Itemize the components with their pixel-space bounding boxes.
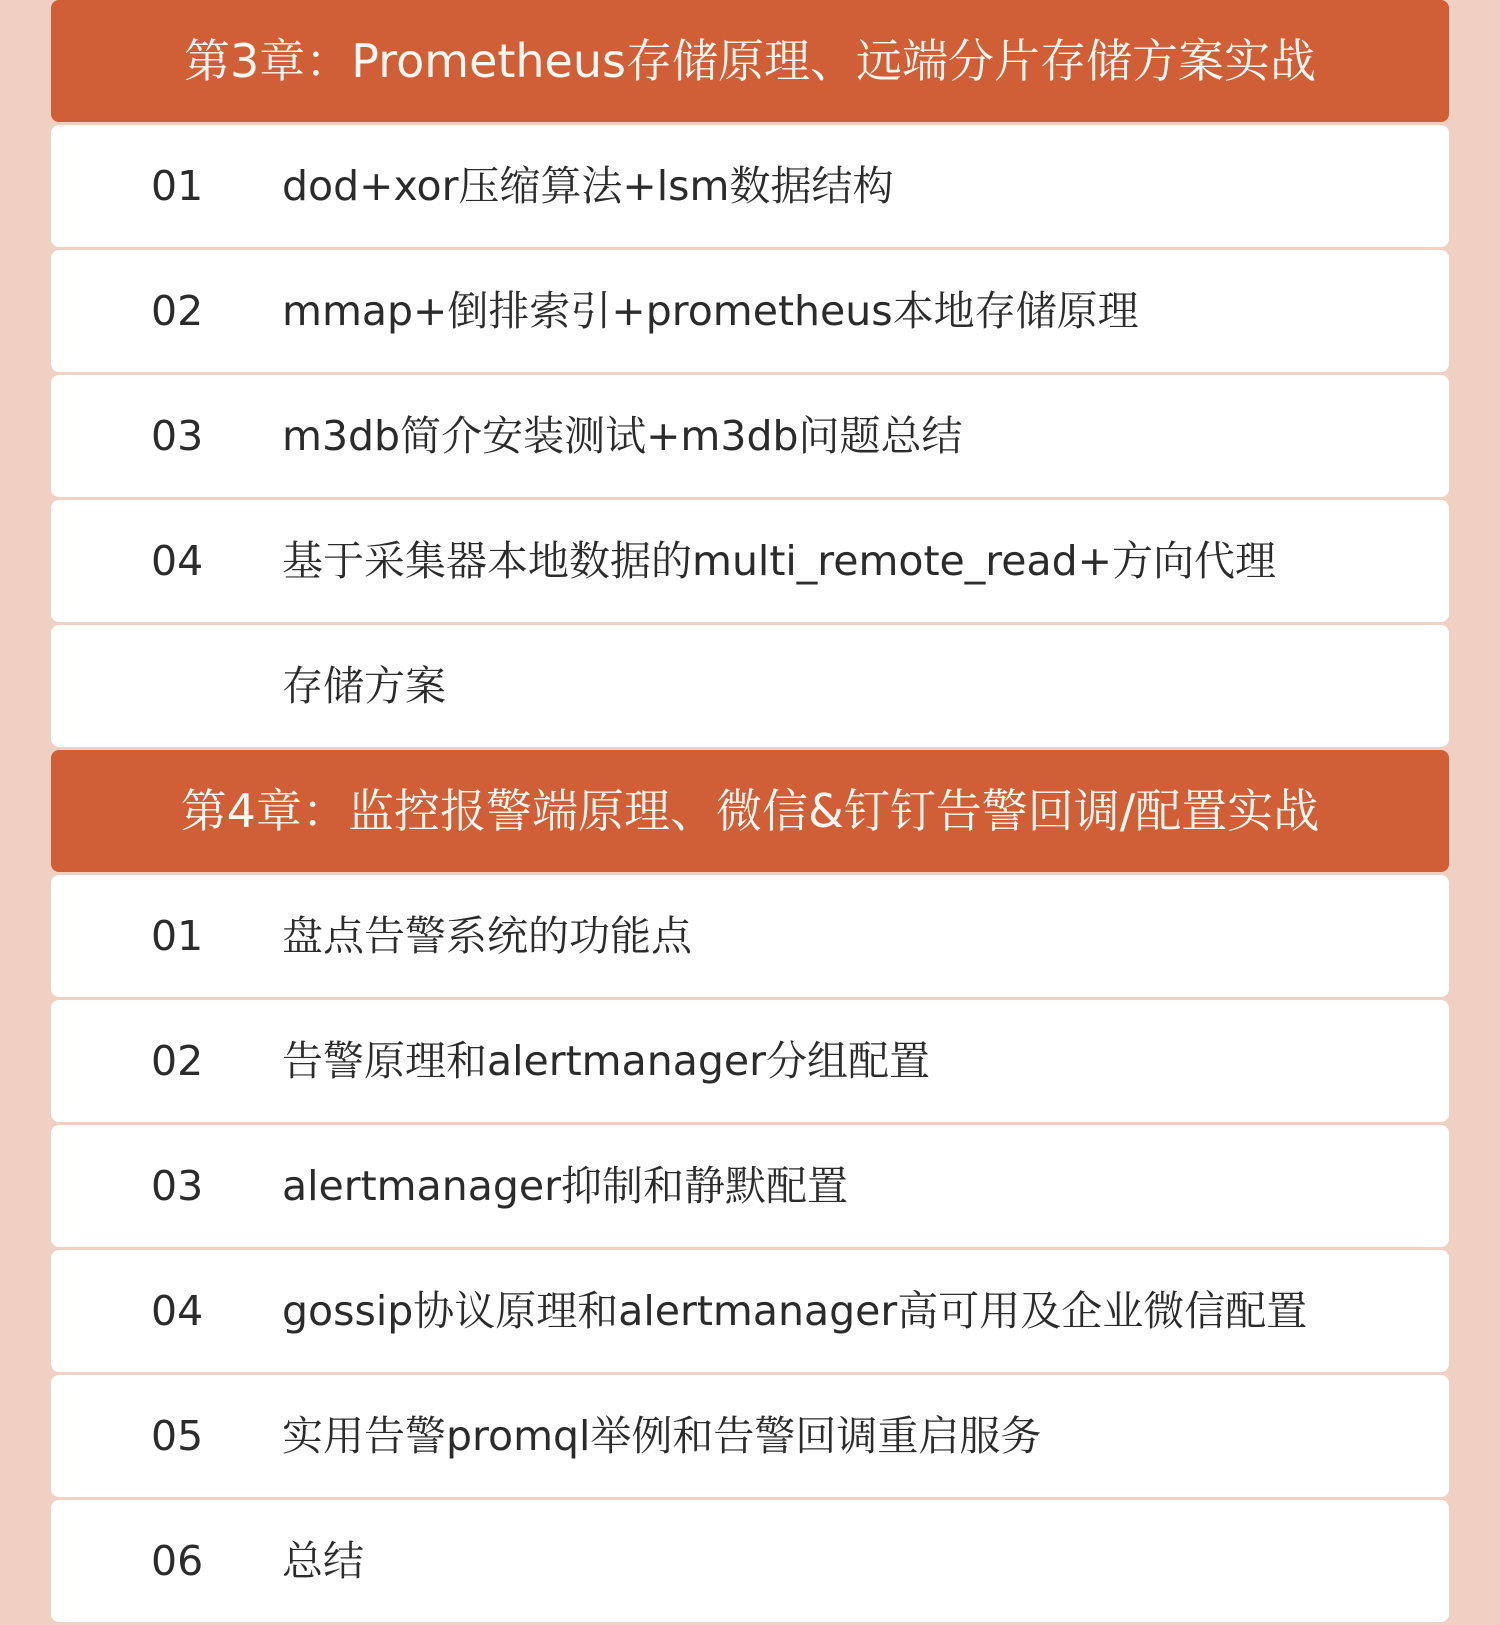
lesson-row [51, 875, 1449, 997]
lesson-title: 告警原理和alertmanager分组配置 [282, 1037, 930, 1085]
lesson-title: 存储方案 [282, 662, 446, 710]
lesson-row [51, 375, 1449, 497]
lesson-row [51, 1250, 1449, 1372]
lesson-number: 04 [151, 1287, 204, 1335]
chapter-3-title: 第3章：Prometheus存储原理、远端分片存储方案实战 [51, 0, 1449, 122]
lesson-title: 总结 [282, 1537, 364, 1585]
lesson-number: 03 [151, 1162, 204, 1210]
lesson-number: 03 [151, 412, 204, 460]
lesson-row [51, 1375, 1449, 1497]
lesson-title: dod+xor压缩算法+lsm数据结构 [282, 162, 894, 210]
lesson-row [51, 250, 1449, 372]
lesson-number: 04 [151, 537, 204, 585]
lesson-row [51, 1125, 1449, 1247]
lesson-number: 01 [151, 162, 204, 210]
lesson-number: 06 [151, 1537, 204, 1585]
chapter-3 [51, 0, 1449, 747]
lesson-title: mmap+倒排索引+prometheus本地存储原理 [282, 287, 1139, 335]
lesson-row [51, 125, 1449, 247]
lesson-title: gossip协议原理和alertmanager高可用及企业微信配置 [282, 1287, 1308, 1335]
course-outline [51, 0, 1449, 1625]
lesson-row [51, 1500, 1449, 1622]
lesson-title: alertmanager抑制和静默配置 [282, 1162, 848, 1210]
lesson-title: m3db简介安装测试+m3db问题总结 [282, 412, 963, 460]
lesson-title: 实用告警promql举例和告警回调重启服务 [282, 1412, 1042, 1460]
lesson-row [51, 500, 1449, 622]
lesson-row [51, 1000, 1449, 1122]
lesson-number: 01 [151, 912, 204, 960]
lesson-number: 05 [151, 1412, 204, 1460]
chapter-4 [51, 750, 1449, 1622]
lesson-title: 盘点告警系统的功能点 [282, 912, 692, 960]
lesson-number [151, 625, 241, 747]
chapter-4-title: 第4章：监控报警端原理、微信&钉钉告警回调/配置实战 [51, 750, 1449, 872]
lesson-row-continuation [51, 625, 1449, 747]
lesson-number: 02 [151, 287, 204, 335]
lesson-title: 基于采集器本地数据的multi_remote_read+方向代理 [282, 537, 1276, 585]
lesson-number: 02 [151, 1037, 204, 1085]
